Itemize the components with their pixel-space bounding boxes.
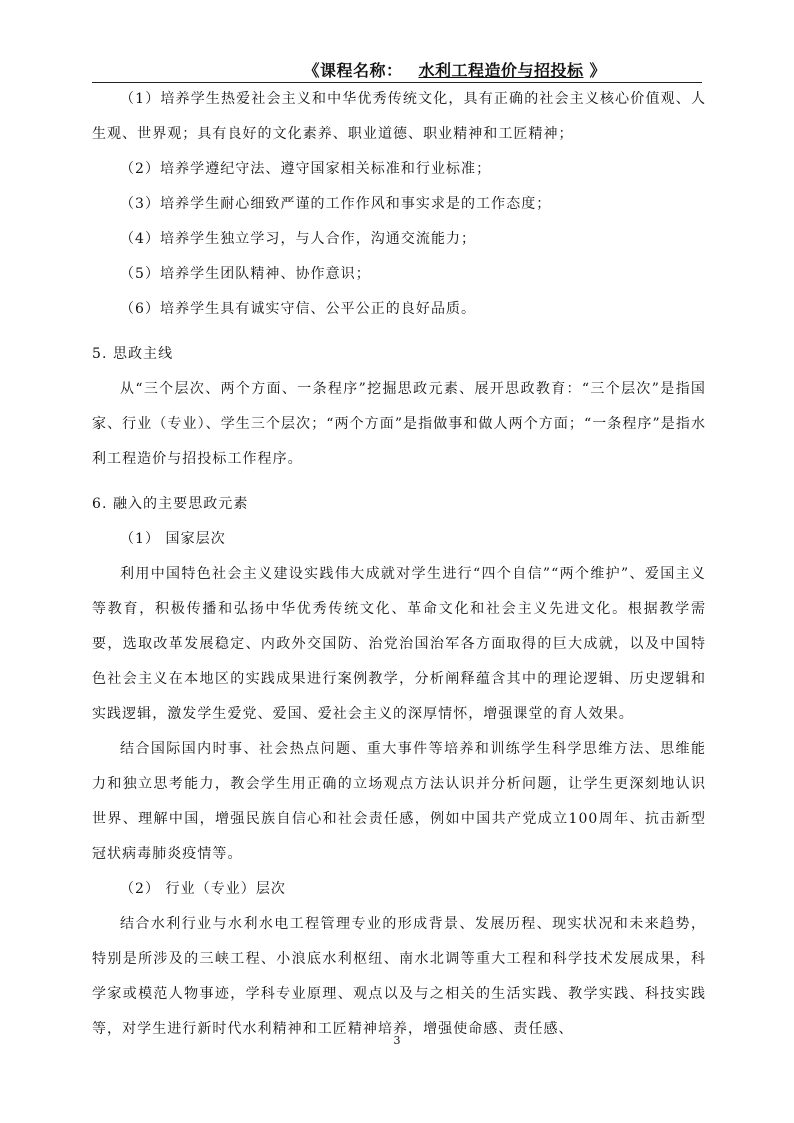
objective-item: （5）培养学生团队精神、协作意识；: [120, 266, 371, 282]
objective-item: （1）培养学生热爱社会主义和中华优秀传统文化，具有正确的社会主义核心价值观、人生观、世界观；具有良好的文化素养、职业道德、职业精神和工匠精神；: [92, 91, 706, 142]
section-5-body: 从“三个层次、两个方面、一条程序”挖掘思政元素、展开思政教育：“三个层次”是指国家、行业（专业）、学生三个层次；“两个方面”是指做事和做人两个方面；“一条程序”是指水利工程造价与招投标工作程序。: [92, 381, 706, 467]
document-body: [92, 82, 706, 1047]
course-name: 水利工程造价与招投标: [418, 61, 584, 80]
course-title-suffix: 》: [589, 61, 606, 80]
objective-item: （2）培养学遵纪守法、遵守国家相关标准和行业标准；: [120, 161, 492, 177]
section-6-heading: 6. 融入的主要思政元素: [92, 496, 249, 512]
objective-item: （4）培养学生独立学习，与人合作，沟通交流能力；: [120, 231, 477, 247]
page-number: 3: [393, 1034, 401, 1047]
page-header: [92, 56, 702, 83]
subsection-industry-heading: （2） 行业（专业）层次: [120, 881, 286, 897]
objective-item: （6）培养学生具有诚实守信、公平公正的良好品质。: [120, 301, 477, 317]
course-title: [303, 58, 606, 81]
subsection-national-heading: （1） 国家层次: [120, 531, 226, 547]
course-title-prefix: 《课程名称：: [303, 61, 403, 80]
subsection-national-paragraph: 利用中国特色社会主义建设实践伟大成就对学生进行“四个自信”“两个维护”、爱国主义等教育，积极传播和弘扬中华优秀传统文化、革命文化和社会主义先进文化。根据教学需要，选取改革发展稳定、内政外交国防、治党治国治军各方面取得的巨大成就，以及中国特色社会主义在本地区的实践成果进行案例教学，分析阐释蕴含其中的理论逻辑、历史逻辑和实践逻辑，激发学生爱党、爱国、爱社会主义的深厚情怀，增强课堂的育人效果。: [92, 566, 706, 722]
subsection-industry-paragraph: 结合水利行业与水利水电工程管理专业的形成背景、发展历程、现实状况和未来趋势，特别是所涉及的三峡工程、小浪底水利枢纽、南水北调等重大工程和科学技术发展成果，科学家或模范人物事迹，学科专业原理、观点以及与之相关的生活实践、教学实践、科技实践等，对学生进行新时代水利精神和工匠精神培养，增强使命感、责任感、: [92, 916, 706, 1037]
objective-item: （3）培养学生耐心细致严谨的工作作风和事实求是的工作态度；: [120, 196, 552, 212]
subsection-national-paragraph: 结合国际国内时事、社会热点问题、重大事件等培养和训练学生科学思维方法、思维能力和独立思考能力，教会学生用正确的立场观点方法认识并分析问题，让学生更深刻地认识世界、理解中国，增强民族自信心和社会责任感，例如中国共产党成立100周年、抗击新型冠状病毒肺炎疫情等。: [92, 741, 706, 862]
section-5-heading: 5. 思政主线: [92, 346, 174, 362]
